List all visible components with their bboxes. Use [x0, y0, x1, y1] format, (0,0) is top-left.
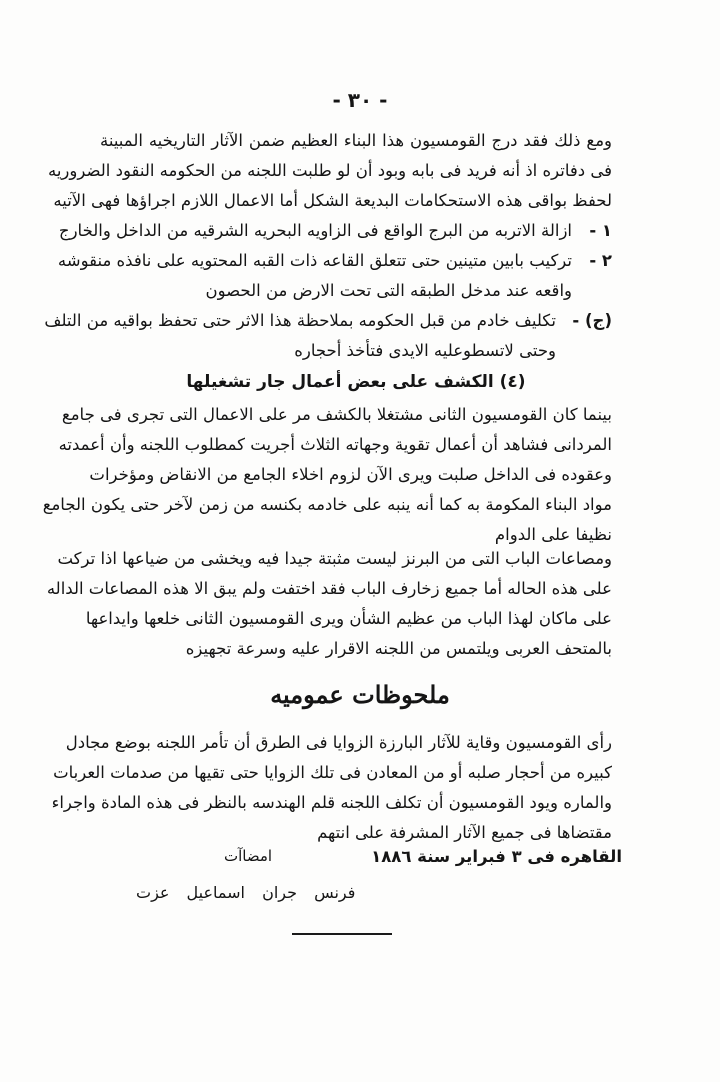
text-line: فى دفاتره اذ أنه فريد فى بابه وبود أن لو طلبت اللجنه من الحكومه النقود الضروريه [47, 161, 612, 180]
list-item-continuation [100, 336, 612, 366]
text-line: على ماكان لهذا الباب من عظيم الشأن ويرى القومسيون الثانى خلعها وايداعها [85, 609, 612, 628]
text-line: بينما كان القومسيون الثانى مشتغلا بالكشف مر على الاعمال التى تجرى فى جامع [61, 405, 612, 424]
text-line: ومع ذلك فقد درج القومسيون هذا البناء العظيم ضمن الآثار التاريخيه المبينة [100, 131, 612, 150]
item-text: واقعه عند مدخل الطبقه التى تحت الارض من الحصون [205, 281, 572, 300]
list-item [44, 306, 612, 336]
text-line: المردانى فشاهد أن أعمال تقوية وجهاته الثلاث أجريت كمطلوب اللجنه وأن أعمدته [58, 435, 612, 454]
text-line: لحفظ بواقى هذه الاستحكامات البديعة الشكل أما الاعمال اللازم اجراؤها فهى الآتيه [53, 191, 612, 210]
signatory-names: فرنس جران اسماعيل عزت [136, 883, 356, 902]
mardani-paragraph [42, 400, 612, 550]
list-item-continuation [100, 276, 612, 306]
item-number: ٢ - [589, 251, 612, 270]
item-text: تركيب بابين متينين حتى تتعلق القاعه ذات القبه المحتويه على نافذه منقوشه [57, 251, 572, 270]
item-text: وحتى لاتسطوعليه الايدى فتأخذ أحجاره [294, 341, 556, 360]
text-line: كبيره من أحجار صلبه أو من المعادن فى تلك الزوايا حتى تقيها من صدمات العربات [53, 763, 612, 782]
page-number: - ٣٠ - [332, 88, 388, 112]
text-line: على هذه الحاله أما جميع زخارف الباب فقد اختفت ولم يبق الا هذه المصاعات الداله [46, 579, 612, 598]
text-line: رأى القومسيون وقاية للآثار البارزة الزوايا فى الطرق أن تأمر اللجنه بوضع مجادل [65, 733, 612, 752]
item-number: ١ - [589, 221, 612, 240]
section-title: ملحوظات عموميه [270, 680, 450, 709]
text-line: نظيفا على الدوام [494, 525, 612, 544]
document-date: القاهره فى ٣ فبراير سنة ١٨٨٦ [371, 847, 622, 866]
sub-heading-block [100, 366, 612, 398]
text-line: مواد البناء المكومة به كما أنه ينبه على خادمه بكنسه من زمن لآخر حتى يكون الجامع [42, 495, 612, 514]
signatures-label: امضاآت [224, 847, 273, 865]
list-item [58, 216, 612, 246]
item-number: (ج) - [572, 311, 612, 330]
text-line: بالمتحف العربى ويلتمس من اللجنه الاقرار عليه وسرعة تجهيزه [185, 639, 612, 658]
list-item [57, 246, 612, 276]
sub-heading: (٤) الكشف على بعض أعمال جار تشغيلها [186, 372, 526, 392]
item-text: تكليف خادم من قبل الحكومه بملاحظة هذا الاثر حتى تحفظ بواقيه من التلف [44, 311, 556, 330]
text-line: والماره ويود القومسيون أن تكلف اللجنه قلم الهندسه بالنظر فى هذه المادة واجراء [51, 793, 612, 812]
door-paragraph [46, 544, 612, 664]
works-list [44, 216, 612, 366]
text-line: ومصاعات الباب التى من البرنز ليست مثبتة جيدا فيه ويخشى من ضياعها اذا تركت [57, 549, 612, 568]
text-line: مقتضاها فى جميع الآثار المشرفة على انتهم [317, 823, 612, 842]
intro-paragraph [47, 126, 612, 216]
item-text: ازالة الاتربه من البرج الواقع فى الزاويه البحريه الشرقيه من الداخل والخارج [58, 221, 572, 240]
closing-rule [292, 933, 392, 935]
text-line: وعقوده فى الداخل صلبت ويرى الآن لزوم اخلاء الجامع من الانقاض ومؤخرات [89, 465, 612, 484]
general-notes-paragraph [51, 728, 612, 848]
